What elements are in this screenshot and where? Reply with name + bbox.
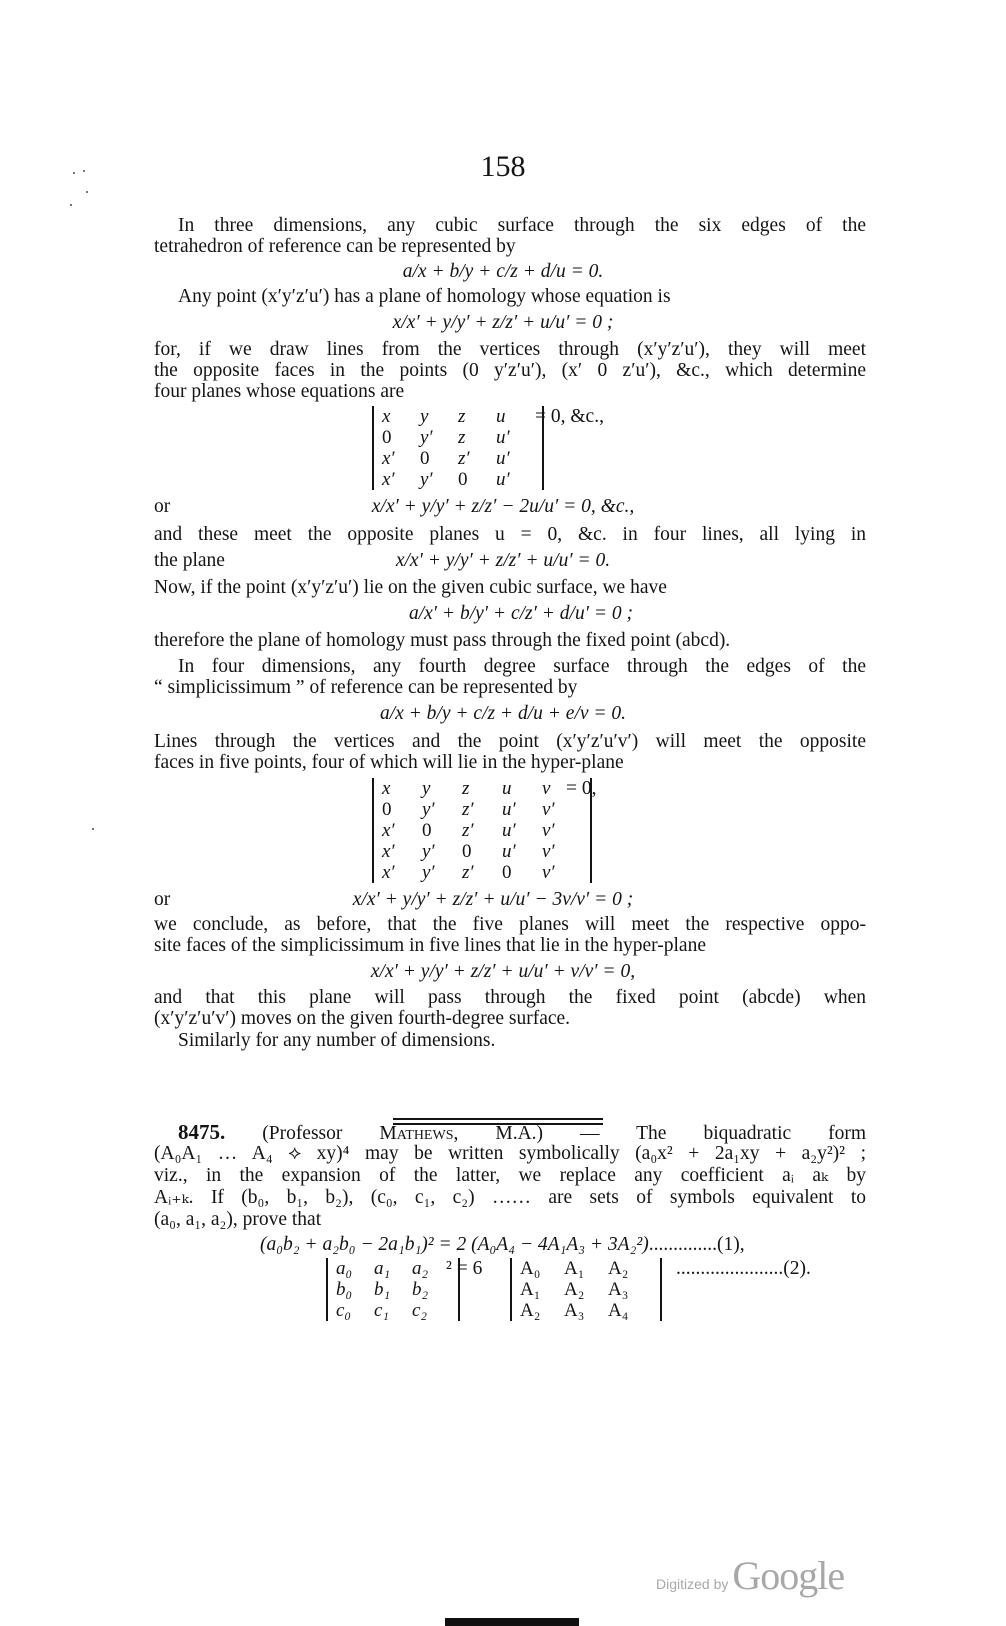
digitized-by-google-watermark xyxy=(656,1552,844,1599)
dot-leader: .............. xyxy=(648,1234,717,1255)
determinant-cell: z′ xyxy=(462,820,474,841)
paragraph-line: viz., in the expansion of the latter, we replace any coefficient aᵢ aₖ by xyxy=(154,1165,866,1186)
paragraph-line: we conclude, as before, that the five planes will meet the respective oppo- xyxy=(154,914,866,935)
determinant-equals: ² = 6 xyxy=(446,1258,483,1279)
determinant-cell: z xyxy=(458,427,466,448)
determinant-cell: A₂ xyxy=(564,1279,585,1300)
author-name: Mathews, xyxy=(379,1123,459,1144)
determinant-4x4 xyxy=(372,406,544,490)
determinant-row xyxy=(336,1279,450,1300)
determinant-cell: b₁ xyxy=(374,1279,391,1300)
determinant-cell: x′ xyxy=(382,469,395,490)
paragraph-line: (a₀, a₁, a₂), prove that xyxy=(154,1209,322,1230)
determinant-row xyxy=(382,778,582,799)
equation-1 xyxy=(260,1234,745,1256)
determinant-cell: 0 xyxy=(382,799,392,820)
determinant-cell: A₀ xyxy=(520,1258,541,1279)
watermark-prefix: Digitized by xyxy=(656,1576,729,1592)
intro-word: form xyxy=(828,1123,867,1144)
scan-speck xyxy=(70,204,72,206)
determinant-cell: v xyxy=(542,778,551,799)
determinant-cell: A₃ xyxy=(608,1279,629,1300)
determinant-cell: y′ xyxy=(422,862,435,883)
determinant-cell: A₁ xyxy=(564,1258,585,1279)
determinant-cell: 0 xyxy=(458,469,468,490)
determinant-equals: = 0, &c., xyxy=(535,406,604,427)
determinant-cell: y′ xyxy=(422,799,435,820)
problem-heading-line xyxy=(178,1122,866,1144)
paragraph-line: In four dimensions, any fourth degree surface through the edges of the xyxy=(178,656,866,677)
equation-body: (a₀b₂ + a₂b₀ − 2a₁b₁)² = 2 (A₀A₄ − 4A₁A₃ + 3A₂²) xyxy=(260,1234,649,1255)
determinant-row xyxy=(520,1300,652,1321)
paragraph-line: In three dimensions, any cubic surface through the six edges of the xyxy=(178,215,866,236)
determinant-cell: x′ xyxy=(382,448,395,469)
determinant-row xyxy=(382,406,534,427)
determinant-cell: u′ xyxy=(502,799,516,820)
determinant-cell: a₀ xyxy=(336,1258,353,1279)
determinant-cell: x xyxy=(382,406,391,427)
determinant-cell: v′ xyxy=(542,862,555,883)
problem-number: 8475. xyxy=(178,1120,226,1144)
determinant-row xyxy=(382,427,534,448)
google-logo-text: Google xyxy=(732,1553,845,1598)
determinant-cell: v′ xyxy=(542,841,555,862)
determinant-cell: c₀ xyxy=(336,1300,352,1321)
paragraph-line: and that this plane will pass through the fixed point (abcde) when xyxy=(154,987,866,1008)
determinant-cell: z xyxy=(462,778,470,799)
determinant-cell: x′ xyxy=(382,862,395,883)
determinant-cell: v′ xyxy=(542,799,555,820)
determinant-cell: u′ xyxy=(502,841,516,862)
paragraph-line: Lines through the vertices and the point (x′y′z′u′v′) will meet the opposite xyxy=(154,731,866,752)
determinant-cell: 0 xyxy=(420,448,430,469)
paragraph-line: faces in five points, four of which will lie in the hyper-plane xyxy=(154,752,624,773)
paragraph-line: the plane xyxy=(154,550,225,571)
determinant-cell: A₂ xyxy=(520,1300,541,1321)
equation: x/x′ + y/y′ + z/z′ + u/u′ = 0. xyxy=(395,550,611,571)
equation: x/x′ + y/y′ + z/z′ − 2u/u′ = 0, &c., xyxy=(371,496,635,517)
determinant-cell: x′ xyxy=(382,841,395,862)
determinant-cell: c₁ xyxy=(374,1300,390,1321)
paragraph-line: Any point (x′y′z′u′) has a plane of homology whose equation is xyxy=(178,286,671,307)
author-degree: M.A.) — The xyxy=(495,1123,667,1144)
determinant-cell: u′ xyxy=(496,469,510,490)
paragraph-line: Now, if the point (x′y′z′u′) lie on the given cubic surface, we have xyxy=(154,577,667,598)
equation-2-tail xyxy=(676,1258,811,1280)
scan-edge-bar xyxy=(445,1618,579,1626)
determinant-row xyxy=(382,862,582,883)
determinant-cell: 0 xyxy=(422,820,432,841)
determinant-cell: A₂ xyxy=(608,1258,629,1279)
equation: a/x + b/y + c/z + d/u + e/v = 0. xyxy=(379,703,627,724)
determinant-row xyxy=(382,448,534,469)
determinant-cell: z xyxy=(458,406,466,427)
determinant-cell: A₁ xyxy=(520,1279,541,1300)
paragraph-line: for, if we draw lines from the vertices through (x′y′z′u′), they will meet xyxy=(154,339,866,360)
equation: x/x′ + y/y′ + z/z′ + u/u′ = 0 ; xyxy=(392,312,614,333)
determinant-cell: b₀ xyxy=(336,1279,353,1300)
paragraph-line: four planes whose equations are xyxy=(154,381,405,402)
determinant-row xyxy=(382,469,534,490)
equation: x/x′ + y/y′ + z/z′ + u/u′ − 3v/v′ = 0 ; xyxy=(352,889,634,910)
paragraph-line: and these meet the opposite planes u = 0, &c. in four lines, all lying in xyxy=(154,524,866,545)
determinant-rhs xyxy=(510,1258,662,1321)
paragraph-line: the opposite faces in the points (0 y′z′u′), (x′ 0 z′u′), &c., which determine xyxy=(154,360,866,381)
determinant-cell: b₂ xyxy=(412,1279,429,1300)
scan-speck xyxy=(73,172,75,174)
determinant-cell: 0 xyxy=(502,862,512,883)
determinant-cell: u′ xyxy=(496,448,510,469)
determinant-cell: u′ xyxy=(496,427,510,448)
equation-tag: (2). xyxy=(783,1258,811,1279)
or-label: or xyxy=(154,889,171,910)
determinant-lhs xyxy=(326,1258,460,1321)
dot-leader: ...................... xyxy=(676,1258,784,1279)
determinant-equals: = 0, xyxy=(566,778,597,799)
determinant-row xyxy=(382,841,582,862)
determinant-row xyxy=(520,1279,652,1300)
paragraph-line: (x′y′z′u′v′) moves on the given fourth-degree surface. xyxy=(154,1008,571,1029)
paragraph-line: (A₀A₁ … A₄ ⟡ xy)⁴ may be written symbolically (a₀x² + 2a₁xy + a₂y²)² ; xyxy=(154,1143,866,1164)
determinant-cell: u xyxy=(496,406,506,427)
scan-speck xyxy=(83,170,85,172)
determinant-cell: y′ xyxy=(420,469,433,490)
determinant-cell: y′ xyxy=(422,841,435,862)
determinant-cell: A₄ xyxy=(608,1300,629,1321)
determinant-cell: 0 xyxy=(462,841,472,862)
scan-speck xyxy=(92,828,94,830)
determinant-cell: c₂ xyxy=(412,1300,428,1321)
paragraph-line: site faces of the simplicissimum in five lines that lie in the hyper-plane xyxy=(154,935,706,956)
determinant-row xyxy=(336,1258,450,1279)
or-label: or xyxy=(154,496,171,517)
determinant-cell: a₂ xyxy=(412,1258,429,1279)
page-number: 158 xyxy=(480,150,526,183)
determinant-cell: x xyxy=(382,778,391,799)
determinant-row xyxy=(520,1258,652,1279)
equation: x/x′ + y/y′ + z/z′ + u/u′ + v/v′ = 0, xyxy=(370,961,636,982)
equation-tag: (1), xyxy=(716,1234,745,1255)
author-open: (Professor xyxy=(262,1123,343,1144)
determinant-cell: y′ xyxy=(420,427,433,448)
determinant-cell: v′ xyxy=(542,820,555,841)
determinant-cell: x′ xyxy=(382,820,395,841)
determinant-row xyxy=(336,1300,450,1321)
determinant-row xyxy=(382,799,582,820)
determinant-cell: a₁ xyxy=(374,1258,391,1279)
determinant-cell: u xyxy=(502,778,512,799)
determinant-5x5 xyxy=(372,778,592,883)
equation: a/x + b/y + c/z + d/u = 0. xyxy=(402,261,604,282)
paragraph-line: therefore the plane of homology must pass through the fixed point (abcd). xyxy=(154,630,731,651)
scan-speck xyxy=(86,191,88,193)
determinant-cell: z′ xyxy=(462,862,474,883)
paragraph-line: Similarly for any number of dimensions. xyxy=(178,1030,496,1051)
equation: a/x′ + b/y′ + c/z′ + d/u′ = 0 ; xyxy=(408,603,634,624)
determinant-cell: y xyxy=(422,778,431,799)
paragraph-line: Aᵢ₊ₖ. If (b₀, b₁, b₂), (c₀, c₁, c₂) …… are sets of symbols equivalent to xyxy=(154,1187,866,1208)
determinant-cell: A₃ xyxy=(564,1300,585,1321)
determinant-cell: z′ xyxy=(458,448,470,469)
determinant-cell: 0 xyxy=(382,427,392,448)
paragraph-line: “ simplicissimum ” of reference can be represented by xyxy=(154,677,578,698)
determinant-cell: y xyxy=(420,406,429,427)
determinant-cell: u′ xyxy=(502,820,516,841)
determinant-row xyxy=(382,820,582,841)
intro-word: biquadratic xyxy=(703,1123,792,1144)
paragraph-line: tetrahedron of reference can be represented by xyxy=(154,236,516,257)
determinant-cell: z′ xyxy=(462,799,474,820)
